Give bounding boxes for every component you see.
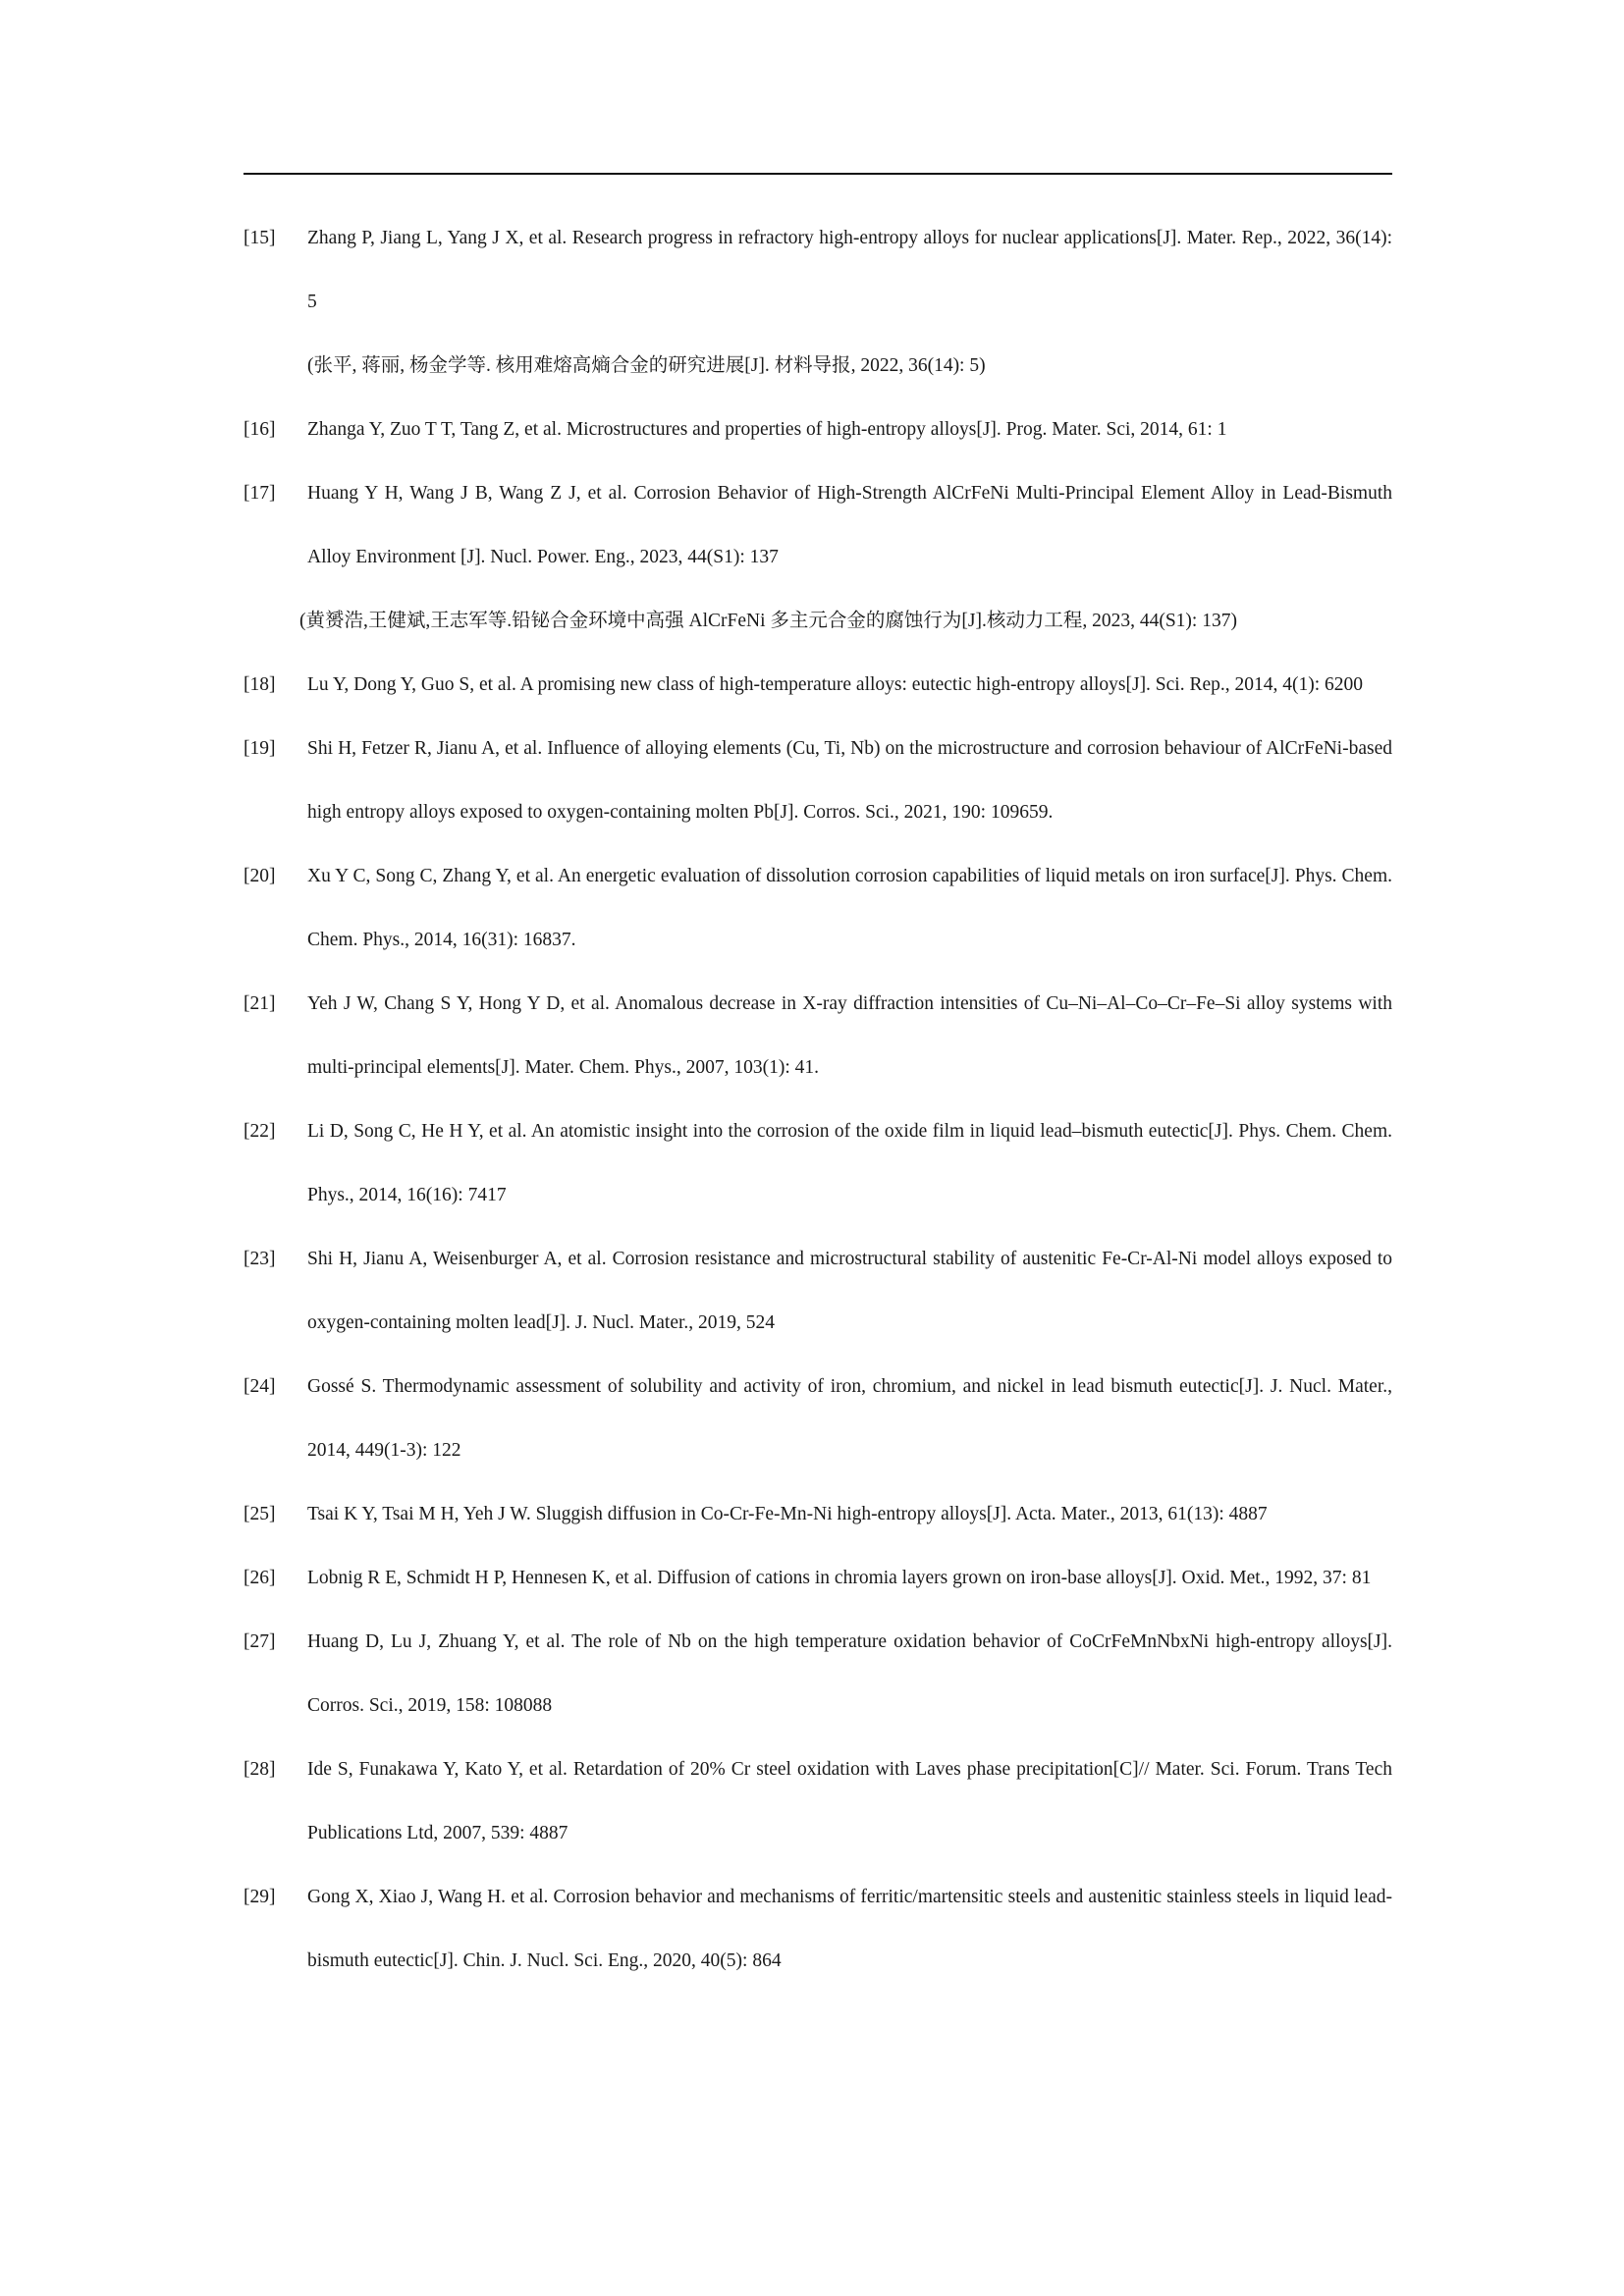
reference-number: [27]	[244, 1631, 276, 1652]
reference-text: Huang D, Lu J, Zhuang Y, et al. The role of Nb on the high temperature oxidation behavior of CoCrFeMnNbxNi high-entropy alloys[J]. Corros. Sci., 2019, 158: 108088	[307, 1631, 1392, 1716]
reference-text: Ide S, Funakawa Y, Kato Y, et al. Retardation of 20% Cr steel oxidation with Laves phase precipitation[C]// Mater. Sci. Forum. Trans Tech Publications Ltd, 2007, 539: 4887	[307, 1759, 1392, 1843]
reference-text: Yeh J W, Chang S Y, Hong Y D, et al. Anomalous decrease in X-ray diffraction intensities of Cu–Ni–Al–Co–Cr–Fe–Si alloy systems with multi-principal elements[J]. Mater. Chem. Phys., 2007, 103(1): 41.	[307, 993, 1392, 1078]
reference-text: Shi H, Fetzer R, Jianu A, et al. Influence of alloying elements (Cu, Ti, Nb) on the microstructure and corrosion behaviour of AlCrFeNi-based high entropy alloys exposed to oxygen-containing molten Pb[J]. Corros. Sci., 2021, 190: 109659.	[307, 738, 1392, 823]
reference-text: Gossé S. Thermodynamic assessment of solubility and activity of iron, chromium, and nickel in lead bismuth eutectic[J]. J. Nucl. Mater., 2014, 449(1-3): 122	[307, 1376, 1392, 1461]
reference-translation: (张平, 蒋丽, 杨金学等. 核用难熔高熵合金的研究进展[J]. 材料导报, 2022, 36(14): 5)	[307, 355, 986, 376]
reference-item	[244, 1610, 1392, 1737]
reference-item	[244, 1227, 1392, 1355]
reference-item	[244, 461, 1392, 653]
reference-item	[244, 844, 1392, 972]
reference-number: [17]	[244, 483, 276, 504]
reference-item	[244, 653, 1392, 717]
reference-number: [24]	[244, 1376, 276, 1397]
reference-list	[244, 206, 1392, 1993]
reference-number: [22]	[244, 1121, 276, 1142]
reference-number: [26]	[244, 1568, 276, 1588]
reference-number: [18]	[244, 674, 276, 695]
reference-number: [28]	[244, 1759, 276, 1780]
reference-text: Shi H, Jianu A, Weisenburger A, et al. Corrosion resistance and microstructural stability of austenitic Fe-Cr-Al-Ni model alloys exposed to oxygen-containing molten lead[J]. J. Nucl. Mater., 2019, 524	[307, 1249, 1392, 1333]
reference-item	[244, 1099, 1392, 1227]
reference-text: Xu Y C, Song C, Zhang Y, et al. An energetic evaluation of dissolution corrosion capabilities of liquid metals on iron surface[J]. Phys. Chem. Chem. Phys., 2014, 16(31): 16837.	[307, 866, 1392, 950]
reference-item	[244, 1355, 1392, 1482]
reference-number: [19]	[244, 738, 276, 759]
header-rule	[244, 173, 1392, 175]
reference-number: [16]	[244, 419, 276, 440]
reference-text: Zhang P, Jiang L, Yang J X, et al. Research progress in refractory high-entropy alloys for nuclear applications[J]. Mater. Rep., 2022, 36(14): 5	[307, 228, 1392, 312]
reference-number: [23]	[244, 1249, 276, 1269]
reference-item	[244, 717, 1392, 844]
reference-text: Lu Y, Dong Y, Guo S, et al. A promising new class of high-temperature alloys: eutectic high-entropy alloys[J]. Sci. Rep., 2014, 4(1): 6200	[307, 674, 1364, 695]
reference-number: [21]	[244, 993, 276, 1014]
reference-text: Lobnig R E, Schmidt H P, Hennesen K, et al. Diffusion of cations in chromia layers grown on iron-base alloys[J]. Oxid. Met., 1992, 37: 81	[307, 1568, 1372, 1588]
reference-item	[244, 1737, 1392, 1865]
reference-item	[244, 206, 1392, 398]
reference-text: Huang Y H, Wang J B, Wang Z J, et al. Corrosion Behavior of High-Strength AlCrFeNi Multi-Principal Element Alloy in Lead-Bismuth Alloy Environment [J]. Nucl. Power. Eng., 2023, 44(S1): 137	[307, 483, 1392, 567]
reference-text: Tsai K Y, Tsai M H, Yeh J W. Sluggish diffusion in Co-Cr-Fe-Mn-Ni high-entropy alloys[J]. Acta. Mater., 2013, 61(13): 4887	[307, 1504, 1268, 1524]
reference-item	[244, 1482, 1392, 1546]
reference-item	[244, 972, 1392, 1099]
reference-item	[244, 1865, 1392, 1993]
reference-item	[244, 1546, 1392, 1610]
reference-text: Zhanga Y, Zuo T T, Tang Z, et al. Microstructures and properties of high-entropy alloys[J]. Prog. Mater. Sci, 2014, 61: 1	[307, 419, 1227, 440]
reference-text: Li D, Song C, He H Y, et al. An atomistic insight into the corrosion of the oxide film in liquid lead–bismuth eutectic[J]. Phys. Chem. Chem. Phys., 2014, 16(16): 7417	[307, 1121, 1392, 1205]
reference-number: [20]	[244, 866, 276, 886]
reference-number: [25]	[244, 1504, 276, 1524]
reference-translation: (黄赟浩,王健斌,王志军等.铅铋合金环境中高强 AlCrFeNi 多主元合金的腐蚀行为[J].核动力工程, 2023, 44(S1): 137)	[299, 611, 1237, 631]
reference-item	[244, 398, 1392, 461]
reference-number: [29]	[244, 1887, 276, 1907]
reference-number: [15]	[244, 228, 276, 248]
reference-text: Gong X, Xiao J, Wang H. et al. Corrosion behavior and mechanisms of ferritic/martensitic steels and austenitic stainless steels in liquid lead-bismuth eutectic[J]. Chin. J. Nucl. Sci. Eng., 2020, 40(5): 864	[307, 1887, 1392, 1971]
